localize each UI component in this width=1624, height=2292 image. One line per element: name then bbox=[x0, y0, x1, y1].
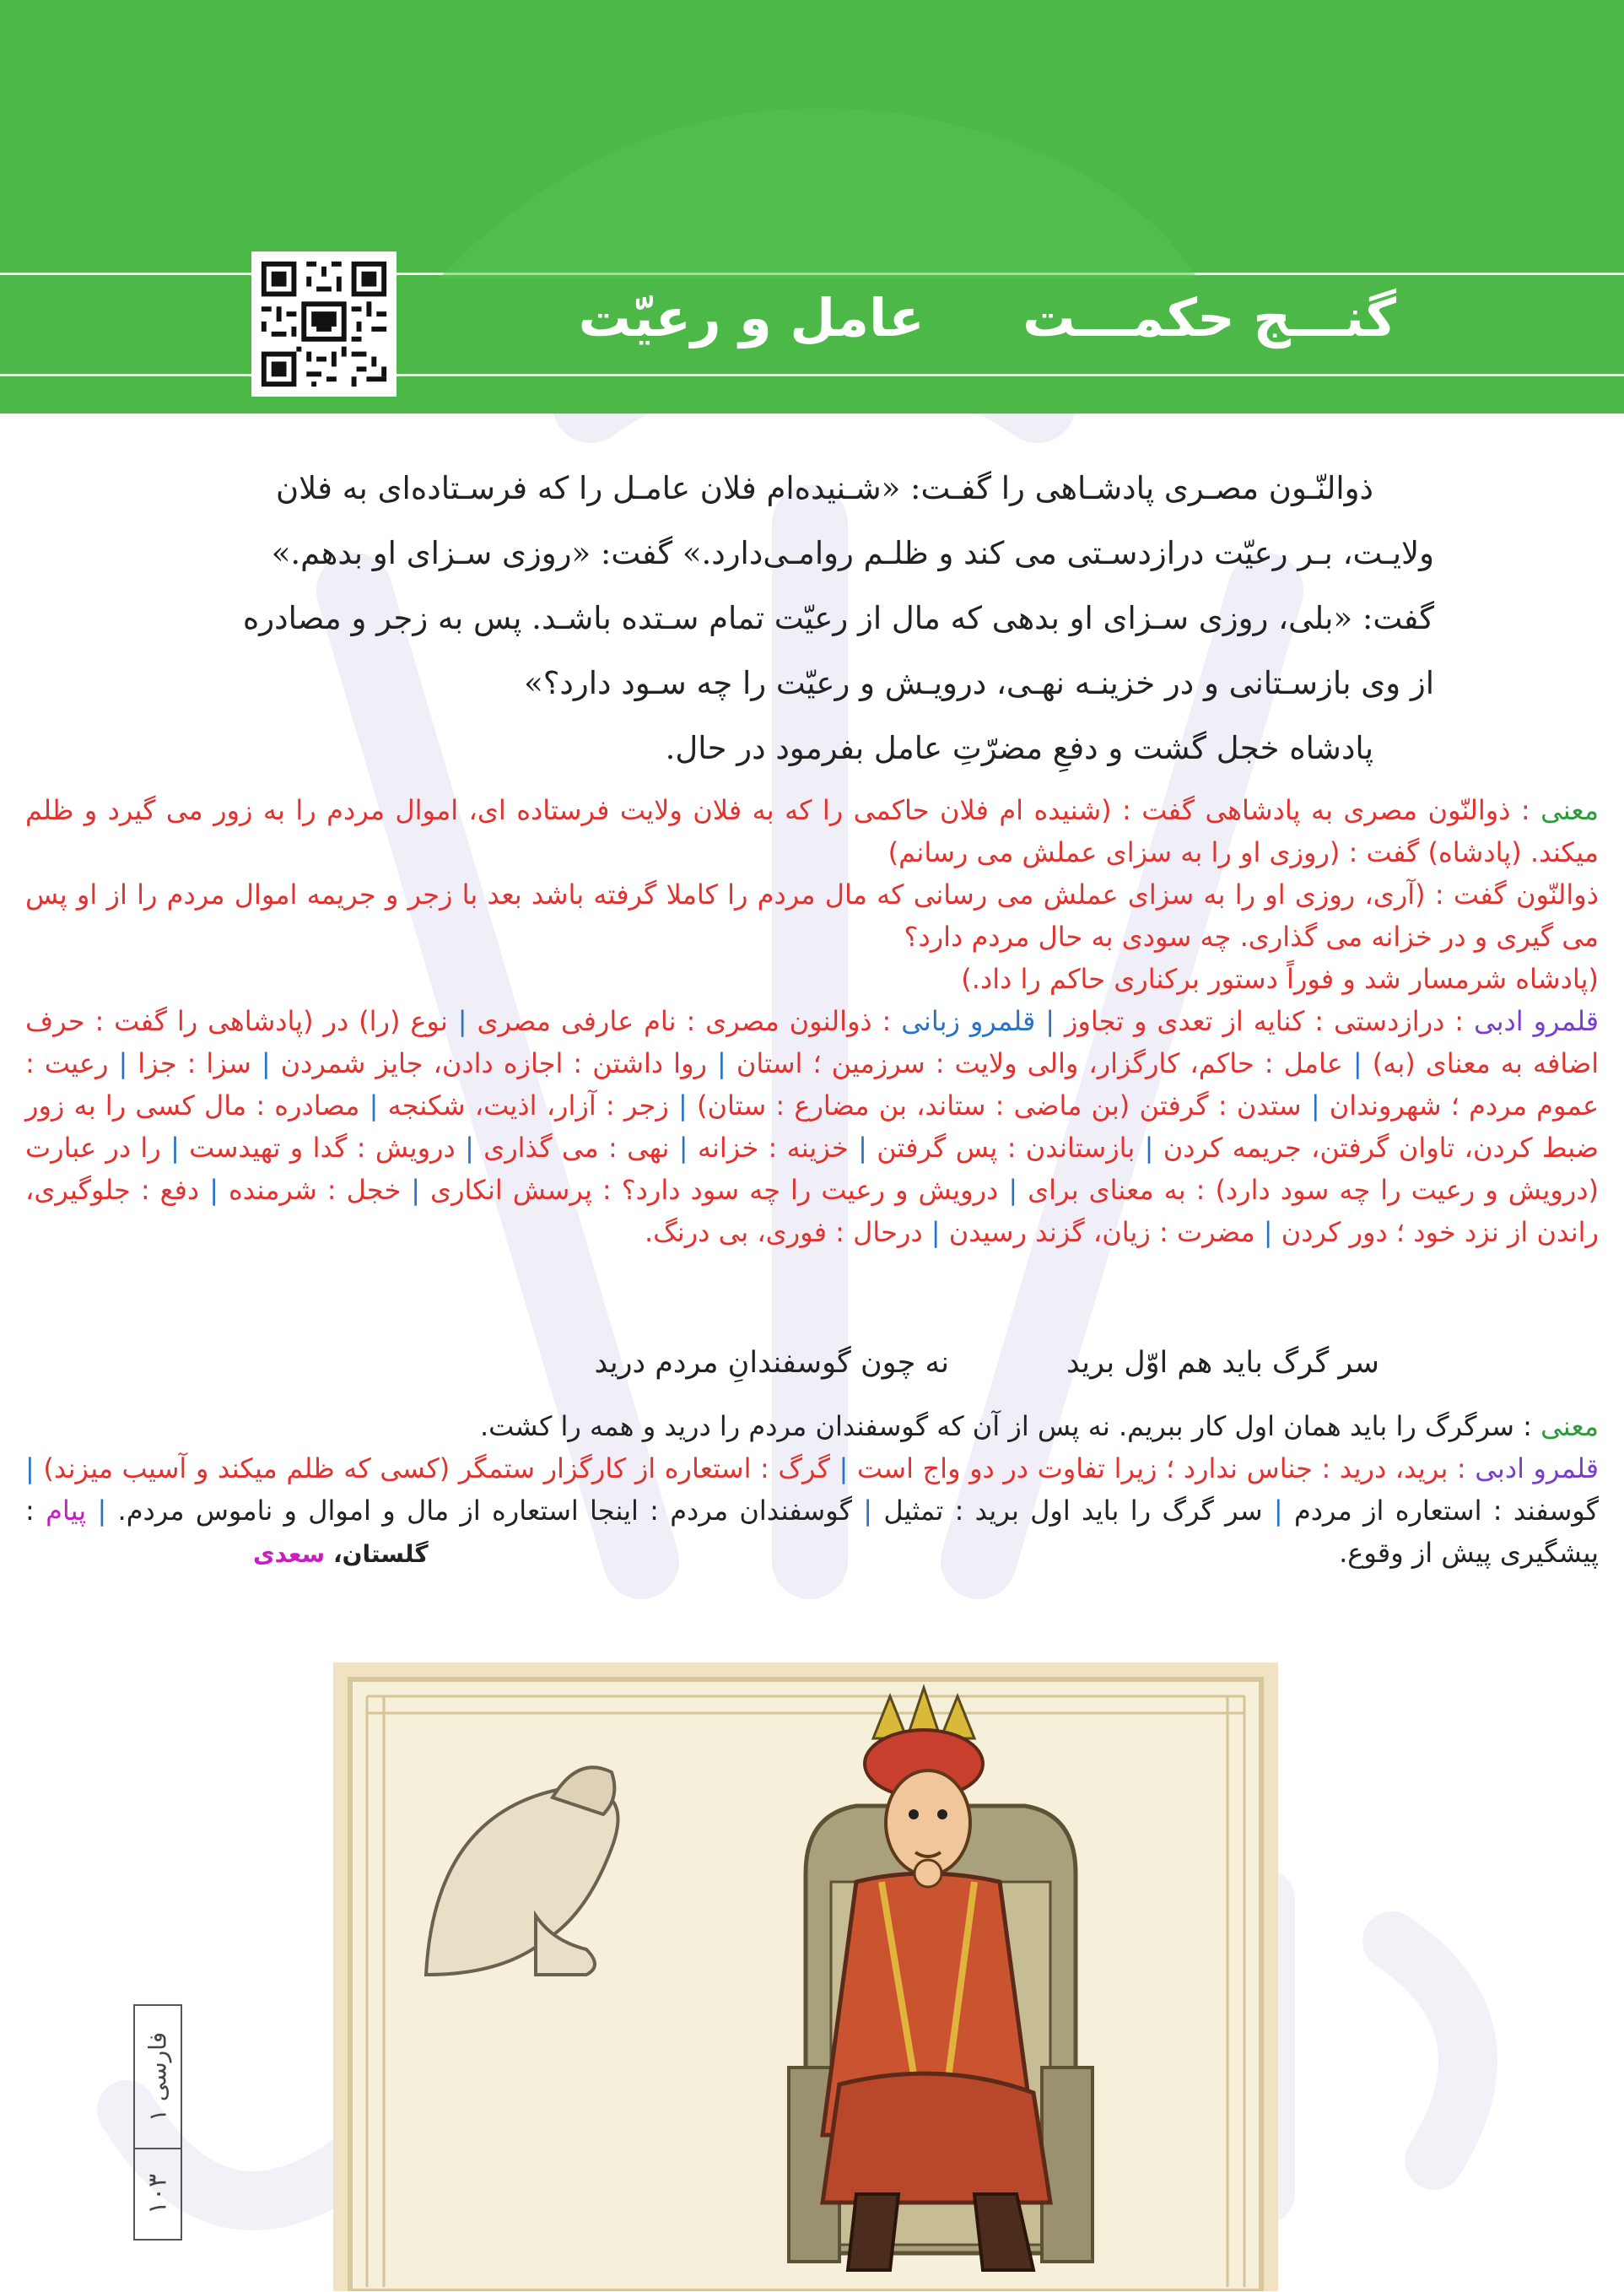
separator: | bbox=[678, 1089, 688, 1122]
source-book: گلستان، bbox=[332, 1540, 429, 1568]
header-band bbox=[0, 0, 1624, 414]
literary-text: : برید، درید : جناس ندارد ؛ زیرا تفاوت در دو واج است bbox=[856, 1452, 1476, 1484]
separator: | bbox=[858, 1132, 867, 1164]
vocab-item: سزا : جزا bbox=[138, 1047, 251, 1079]
book-name-text: فارسی ۱ bbox=[143, 2031, 172, 2122]
separator: | bbox=[465, 1132, 474, 1164]
separator: | bbox=[170, 1132, 180, 1164]
separator: | bbox=[1008, 1174, 1018, 1206]
linguistic-text-2: نوع (را) در (پادشاهی را گفت : حرف اضافه به معنای (به) bbox=[25, 1005, 1600, 1079]
separator: | bbox=[118, 1047, 128, 1079]
vocab-item: ستدن : گرفتن (بن ماضی : ستاند، بن مضارع : ستان) bbox=[696, 1089, 1302, 1122]
separator: | bbox=[863, 1495, 873, 1527]
meaning-text-3: (پادشاه شرمسار شد و فوراً دستور برکناری حاکم را داد.) bbox=[961, 963, 1599, 995]
title-sub: عامل و رعیّت bbox=[578, 287, 925, 349]
literary-item: گوسفند : استعاره از مردم bbox=[1293, 1495, 1600, 1527]
hemistich-2: نه چون گوسفندانِ مردم درید bbox=[594, 1346, 949, 1380]
separator: | bbox=[931, 1216, 941, 1248]
source-author: سعدی bbox=[253, 1540, 326, 1568]
separator: | bbox=[1045, 1005, 1055, 1037]
literary-item: گرگ : استعاره از کارگزار ستمگر (کسی که ظلم میکند و آسیب میزند) bbox=[43, 1452, 830, 1484]
separator: | bbox=[1273, 1495, 1283, 1527]
literary-item: گوسفندان مردم : اینجا استعاره از مال و اموال و ناموس مردم. bbox=[117, 1495, 852, 1527]
vocab-item: نهی : می گذاری bbox=[483, 1132, 670, 1164]
separator: | bbox=[411, 1174, 421, 1206]
literary-item: سر گرگ را باید اول برید : تمثیل bbox=[883, 1495, 1263, 1527]
separator: | bbox=[1352, 1047, 1362, 1079]
vocab-item: رعیت : عموم مردم ؛ شهروندان bbox=[25, 1047, 1600, 1122]
vocab-item: درحال : فوری، بی درنگ. bbox=[644, 1216, 923, 1248]
vocab-item: را در عبارت (درویش و رعیت را چه سود دارد) : به معنای برای bbox=[25, 1132, 1600, 1206]
meaning-paragraph-2 bbox=[25, 1405, 1599, 1447]
page-number bbox=[133, 2148, 182, 2241]
linguistic-text: : ذوالنون مصری : نام عارفی مصری bbox=[477, 1005, 902, 1037]
header-decoration bbox=[0, 0, 1624, 414]
story-line: پادشاه خجل گشت و دفعِ مضرّتِ عامل بفرمود در حال. bbox=[665, 730, 1373, 766]
meaning-text-verse: : سرگرگ را باید همان اول کار ببریم. نه پس از آن که گوسفندان مردم را درید و همه را کشت. bbox=[479, 1410, 1541, 1442]
vocab-item: مضرت : زیان، گزند رسیدن bbox=[948, 1216, 1255, 1248]
separator: | bbox=[678, 1132, 688, 1164]
separator: | bbox=[209, 1174, 219, 1206]
message-text: : پیشگیری پیش از وقوع. bbox=[25, 1495, 1599, 1569]
separator: | bbox=[261, 1047, 271, 1079]
page-number-text: ۱۰۳ bbox=[143, 2173, 173, 2215]
vocab-item: عامل : حاکم، کارگزار، والی ولایت : سرزمین ؛ استان bbox=[736, 1047, 1343, 1079]
story-line: از وی بازسـتانی و در خزینـه نهـی، درویـش و رعیّت را چه سـود دارد؟» bbox=[524, 665, 1434, 701]
label-message: پیام bbox=[46, 1495, 87, 1527]
separator: | bbox=[97, 1495, 107, 1527]
page-title bbox=[579, 287, 1396, 349]
label-meaning: معنی bbox=[1540, 794, 1599, 826]
vocab-item: خجل : شرمنده bbox=[228, 1174, 402, 1206]
meaning-text-2: ذوالنّون گفت : (آری، روزی او را به سزای عملش می رسانی که مال مردم را کاملا گرفته باشد بعد با زجر و جریمه اموال مردم را از او پس می گیری و در خزانه می گذاری. چه سودی به حال مردم دارد؟ bbox=[25, 878, 1599, 953]
label-meaning: معنی bbox=[1540, 1410, 1599, 1442]
story-text bbox=[186, 456, 1434, 781]
vocab-item: خزینه : خزانه bbox=[697, 1132, 849, 1164]
story-line: ذوالنّـون مصـری پادشـاهی را گفـت: «شـنیده‌ام فلان عامـل را که فرسـتاده‌ای به فلان bbox=[276, 470, 1373, 506]
notes-block-1 bbox=[25, 789, 1599, 1253]
separator: | bbox=[1144, 1132, 1154, 1164]
story-line: ولایـت، بـر رعیّت درازدسـتی می کند و ظلـم روامـی‌دارد.» گفت: «روزی سـزای او بدهم.» bbox=[271, 535, 1434, 571]
separator: | bbox=[717, 1047, 726, 1079]
meaning-text: : ذوالنّون مصری به پادشاهی گفت : (شنیده ام فلان حاکمی را که به فلان ولایت فرستاده ای، اموال مردم را به زور می گیرد و ظلم میکند. (پادشاه) گفت : (روزی او را به سزای عملش می رسانم) bbox=[25, 794, 1599, 868]
book-name bbox=[133, 2004, 182, 2148]
vocab-item: درویش و رعیت را چه سود دارد؟ : پرسش انکاری bbox=[430, 1174, 999, 1206]
source-attribution bbox=[253, 1540, 429, 1568]
vocab-item: روا داشتن : اجازه دادن، جایز شمردن bbox=[280, 1047, 707, 1079]
label-literary: قلمرو ادبی bbox=[1475, 1452, 1600, 1484]
vocab-item: بازستاندن : پس گرفتن bbox=[877, 1132, 1136, 1164]
separator: | bbox=[369, 1089, 379, 1122]
literary-paragraph bbox=[25, 1000, 1599, 1253]
separator: | bbox=[1263, 1216, 1273, 1248]
separator: | bbox=[457, 1005, 467, 1037]
qr-code[interactable] bbox=[251, 251, 397, 397]
illustration-king bbox=[333, 1662, 1278, 2291]
vocab-item: زجر : آزار، اذیت، شکنجه bbox=[387, 1089, 669, 1122]
label-literary: قلمرو ادبی bbox=[1473, 1005, 1600, 1037]
title-main: گنـــج حکمـــت bbox=[1022, 287, 1396, 349]
separator: | bbox=[25, 1452, 35, 1484]
label-linguistic: قلمرو زبانی bbox=[901, 1005, 1036, 1037]
meaning-paragraph bbox=[25, 789, 1599, 873]
story-line: گفت: «بلی، روزی سـزای او بدهی که مال از رعیّت تمام سـتده باشـد. پس به زجر و مصادره bbox=[242, 600, 1434, 636]
separator: | bbox=[1310, 1089, 1320, 1122]
hemistich-1: سر گرگ باید هم اوّل برید bbox=[1066, 1346, 1379, 1380]
vocab-item: مصادره : مال کسی را به زور ضبط کردن، تاوان گرفتن، جریمه کردن bbox=[25, 1089, 1600, 1164]
vocab-item: درویش : گدا و تهیدست bbox=[189, 1132, 456, 1164]
separator: | bbox=[839, 1452, 849, 1484]
literary-text: : درازدستی : کنایه از تعدی و تجاوز bbox=[1064, 1005, 1474, 1037]
page-number-tag bbox=[133, 2004, 182, 2257]
vocab-item: دفع : جلوگیری، راندن از نزد خود ؛ دور کردن bbox=[25, 1174, 1599, 1248]
